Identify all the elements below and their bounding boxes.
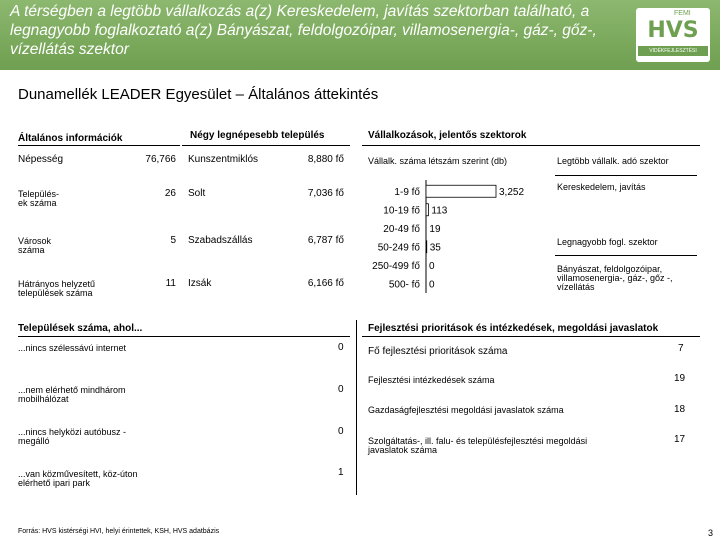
top4-name: Izsák	[188, 278, 212, 289]
chart-value-label: 3,252	[499, 186, 525, 198]
employer-divider	[555, 255, 697, 256]
sector-divider	[555, 175, 697, 176]
disadvantaged-value: 11	[165, 278, 176, 289]
chart-category-label: 10-19 fő	[383, 205, 420, 217]
top4-name: Kunszentmiklós	[188, 154, 259, 165]
companies-divider	[362, 145, 700, 146]
chart-value-label: 0	[429, 279, 435, 291]
general-info-heading: Általános információk	[18, 133, 123, 144]
development-row-label: Fejlesztési intézkedések száma	[368, 375, 495, 385]
top4-value: 8,880 fő	[307, 154, 344, 165]
settlement-row-value: 0	[338, 426, 344, 437]
settlement-row-value: 1	[338, 467, 344, 478]
population-label: Népesség	[18, 154, 64, 165]
top4-name: Szabadszállás	[188, 235, 253, 246]
top4-value: 7,036 fő	[307, 188, 344, 199]
logo-subtext: VIDÉKFEJLESZTÉSI STRATÉGIA	[638, 46, 708, 56]
largest-employer-heading: Legnagyobb fogl. szektor	[557, 237, 658, 247]
chart-category-label: 50-249 fő	[377, 242, 420, 254]
chart-category-label: 500- fő	[388, 279, 420, 291]
settlement-row-label: ...nem elérhető mindhárom mobilhálózat	[18, 385, 126, 404]
settlement-row-value: 0	[338, 342, 344, 353]
top4-value: 6,166 fő	[307, 278, 344, 289]
chart-category-label: 20-49 fő	[383, 223, 420, 235]
companies-heading: Vállalkozások, jelentős szektorok	[368, 130, 527, 141]
top4-heading: Négy legnépesebb település	[190, 130, 325, 141]
settlements-count-value: 26	[164, 188, 176, 199]
development-divider	[362, 336, 700, 337]
disadvantaged-label: Hátrányos helyzetű települések száma	[18, 279, 96, 298]
hvs-logo	[636, 8, 710, 62]
settlements-count-label: Település- ek száma	[18, 189, 60, 208]
chart-bar	[426, 241, 427, 253]
development-heading: Fejlesztési prioritások és intézkedések, megoldási javaslatok	[368, 323, 659, 334]
general-divider	[18, 145, 180, 146]
header-banner	[0, 0, 720, 70]
development-row-value: 19	[674, 373, 686, 384]
towns-label: Városok száma	[18, 236, 52, 255]
towns-value: 5	[170, 235, 176, 246]
chart-value-label: 0	[429, 260, 435, 272]
largest-employer-value: Bányászat, feldolgozóipar, villamosenergia-, gáz-, gőz -, vízellátás	[557, 264, 673, 292]
top-sector-value: Kereskedelem, javítás	[557, 182, 646, 192]
chart-value-label: 35	[429, 242, 441, 254]
top4-name: Solt	[188, 188, 206, 199]
chart-value-label: 113	[431, 205, 448, 217]
chart-category-label: 1-9 fő	[394, 186, 420, 198]
development-row-value: 17	[674, 434, 686, 445]
settlement-row-value: 0	[338, 384, 344, 395]
company-size-chart	[360, 178, 555, 303]
companies-size-heading: Vállalk. száma létszám szerint (db)	[368, 156, 508, 166]
companies-top-sector-heading: Legtöbb vállalk. adó szektor	[557, 156, 669, 166]
settlements-divider	[18, 336, 350, 337]
header-title: A térségben a legtöbb vállalkozás a(z) Kereskedelem, javítás szektorban található, a legnagyobb foglalkoztató a(z) Bányászat, feldolgozóipar, villamosenergia-, gáz-, gőz-, vízellátás szektor	[10, 3, 597, 58]
source-footer: Forrás: HVS kistérségi HVI, helyi érintettek, KSH, HVS adatbázis	[18, 528, 220, 535]
top4-divider	[182, 145, 350, 146]
settlement-row-label: ...nincs helyközi autóbusz -megálló	[18, 427, 127, 446]
logo-top-text: FEMI	[674, 10, 691, 17]
development-row-label: Fő fejlesztési prioritások száma	[368, 346, 508, 357]
chart-bar	[426, 204, 428, 216]
development-row-value: 7	[678, 343, 684, 354]
population-value: 76,766	[145, 154, 176, 165]
chart-value-label: 19	[429, 223, 441, 235]
development-row-label: Szolgáltatás-, ill. falu- és településfejlesztési megoldási javaslatok száma	[368, 436, 588, 455]
logo-text: HVS	[647, 18, 699, 43]
development-row-label: Gazdaságfejlesztési megoldási javaslatok száma	[368, 405, 564, 415]
chart-bar	[426, 185, 496, 197]
page-number: 3	[708, 528, 714, 538]
settlements-heading: Települések száma, ahol...	[18, 323, 143, 334]
settlement-row-label: ...van közművesített, köz-úton elérhető ipari park	[18, 469, 138, 488]
development-row-value: 18	[674, 404, 686, 415]
column-divider	[356, 320, 357, 495]
page-title: Dunamellék LEADER Egyesület – Általános áttekintés	[18, 86, 379, 103]
settlement-row-label: ...nincs szélessávú internet	[18, 343, 127, 353]
top4-value: 6,787 fő	[307, 235, 344, 246]
chart-category-label: 250-499 fő	[372, 260, 420, 272]
